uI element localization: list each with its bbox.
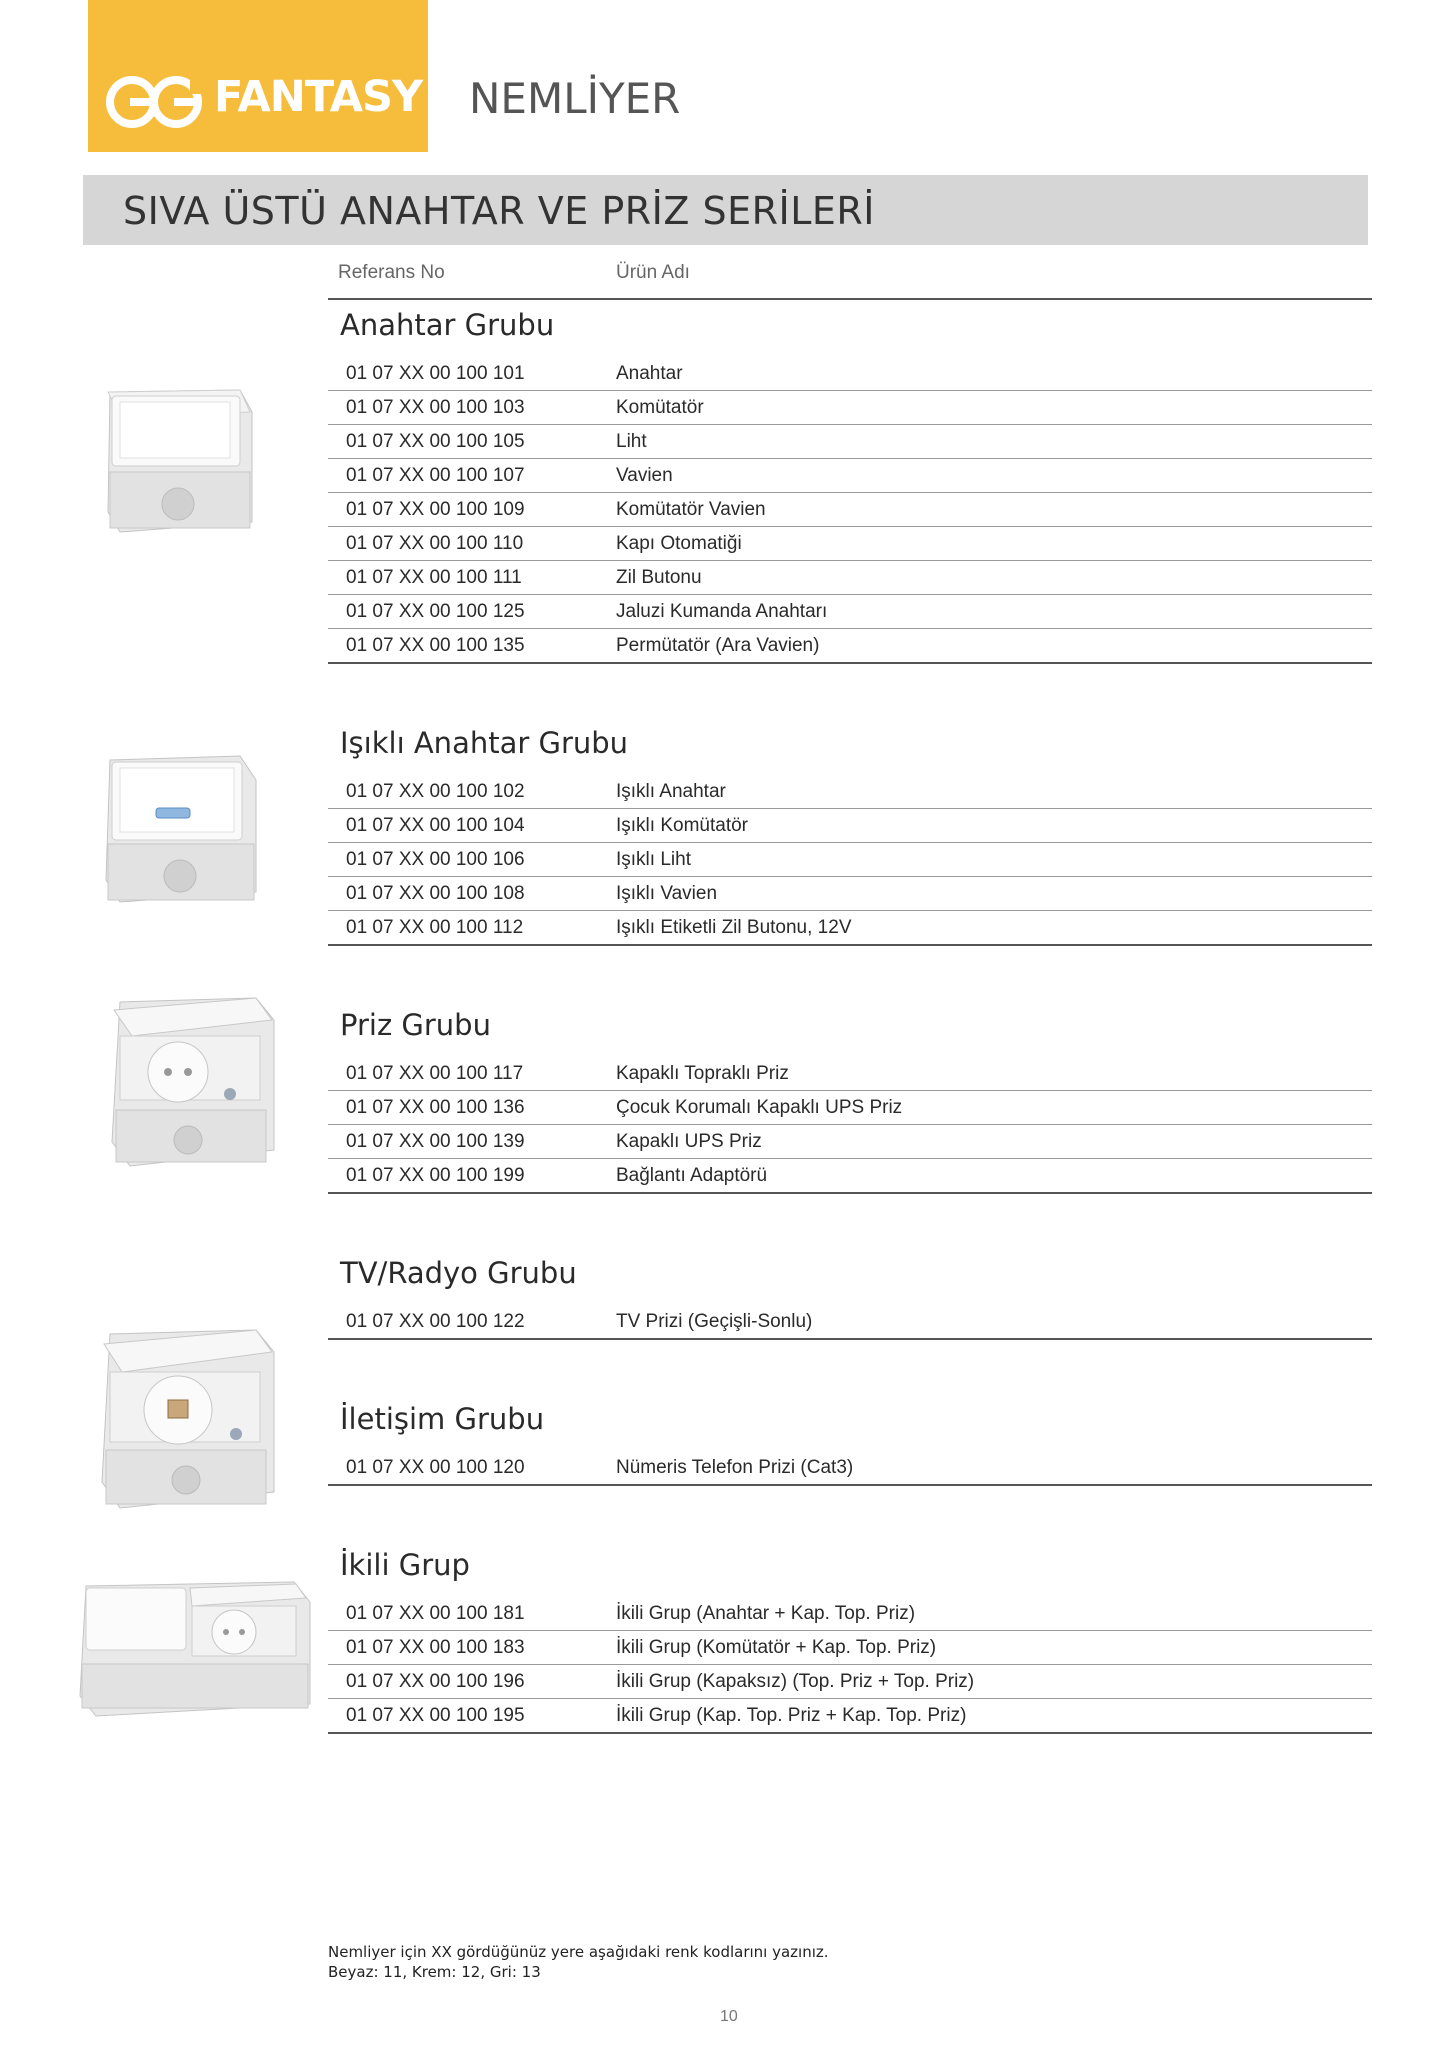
note-line-2: Beyaz: 11, Krem: 12, Gri: 13 [328,1963,541,1981]
product-name: Kapaklı Topraklı Priz [616,1063,789,1084]
ref-number: 01 07 XX 00 100 103 [346,397,525,418]
table-row [328,1124,1372,1159]
product-name: Permütatör (Ara Vavien) [616,635,820,656]
ref-number: 01 07 XX 00 100 196 [346,1671,525,1692]
ref-number: 01 07 XX 00 100 120 [346,1457,525,1478]
page-number: 10 [720,2008,738,2025]
product-name: Işıklı Anahtar [616,781,726,802]
ref-number: 01 07 XX 00 100 199 [346,1165,525,1186]
product-name: Zil Butonu [616,567,702,588]
ref-number: 01 07 XX 00 100 136 [346,1097,525,1118]
table-row [328,526,1372,561]
product-name: Kapaklı UPS Priz [616,1131,762,1152]
table-row [328,560,1372,595]
header-rule [328,298,1372,300]
table-row [328,876,1372,911]
group-title-iletisim: İletişim Grubu [340,1402,545,1436]
product-name: Işıklı Etiketli Zil Butonu, 12V [616,917,852,938]
product-name: İkili Grup (Kapaksız) (Top. Priz + Top. Priz) [616,1671,975,1692]
ref-number: 01 07 XX 00 100 101 [346,363,525,384]
product-name: İkili Grup (Komütatör + Kap. Top. Priz) [616,1637,937,1658]
table-row [328,1664,1372,1699]
section-banner [83,175,1368,245]
product-name: Komütatör Vavien [616,499,766,520]
product-name: Çocuk Korumalı Kapaklı UPS Priz [616,1097,903,1118]
gg-logo-icon [104,74,212,130]
group-title-ikili: İkili Grup [340,1548,470,1582]
ref-number: 01 07 XX 00 100 108 [346,883,525,904]
table-row [328,458,1372,493]
table-row [328,1090,1372,1125]
column-header-ref: Referans No [338,262,445,283]
ref-number: 01 07 XX 00 100 102 [346,781,525,802]
brand-name: FANTASY [214,72,423,122]
product-name: Işıklı Vavien [616,883,718,904]
table-row [328,808,1372,843]
ref-number: 01 07 XX 00 100 181 [346,1603,525,1624]
table-row [328,492,1372,527]
product-name: İkili Grup (Anahtar + Kap. Top. Priz) [616,1603,916,1624]
group-title-anahtar: Anahtar Grubu [340,308,555,342]
ref-number: 01 07 XX 00 100 125 [346,601,525,622]
ref-number: 01 07 XX 00 100 105 [346,431,525,452]
table-row [328,1450,1372,1486]
color-code-note [328,1942,829,1982]
ref-number: 01 07 XX 00 100 195 [346,1705,525,1726]
product-name: Kapı Otomatiği [616,533,742,554]
product-name: TV Prizi (Geçişli-Sonlu) [616,1311,813,1332]
product-name: İkili Grup (Kap. Top. Priz + Kap. Top. Priz) [616,1705,967,1726]
ref-number: 01 07 XX 00 100 122 [346,1311,525,1332]
table-row [328,1056,1372,1091]
double-combo-product-icon [74,1572,314,1722]
table-row [328,1698,1372,1734]
table-row [328,594,1372,629]
table-row [328,356,1372,391]
ref-number: 01 07 XX 00 100 139 [346,1131,525,1152]
product-name: Anahtar [616,363,683,384]
product-name: Işıklı Komütatör [616,815,748,836]
group-title-tv-radyo: TV/Radyo Grubu [340,1256,577,1290]
illuminated-switch-product-icon [100,740,265,915]
table-row [328,390,1372,425]
ref-number: 01 07 XX 00 100 183 [346,1637,525,1658]
note-line-1: Nemliyer için XX gördüğünüz yere aşağıdaki renk kodlarını yazınız. [328,1943,829,1961]
product-name: Komütatör [616,397,704,418]
group-title-isikli-anahtar: Işıklı Anahtar Grubu [340,726,629,760]
ref-number: 01 07 XX 00 100 112 [346,917,524,938]
ref-number: 01 07 XX 00 100 111 [346,567,522,588]
banner-title: SIVA ÜSTÜ ANAHTAR VE PRİZ SERİLERİ [123,189,875,233]
product-name: Nümeris Telefon Prizi (Cat3) [616,1457,854,1478]
ref-number: 01 07 XX 00 100 109 [346,499,525,520]
product-name: Vavien [616,465,673,486]
product-name: Bağlantı Adaptörü [616,1165,768,1186]
socket-product-icon [106,990,281,1180]
table-row [328,774,1372,809]
ref-number: 01 07 XX 00 100 107 [346,465,525,486]
ref-number: 01 07 XX 00 100 104 [346,815,525,836]
switch-product-icon [100,372,260,542]
table-row [328,910,1372,946]
table-row [328,842,1372,877]
ref-number: 01 07 XX 00 100 110 [346,533,524,554]
table-row [328,628,1372,664]
table-row [328,1158,1372,1194]
ref-number: 01 07 XX 00 100 106 [346,849,525,870]
ref-number: 01 07 XX 00 100 135 [346,635,525,656]
product-name: Jaluzi Kumanda Anahtarı [616,601,828,622]
data-socket-product-icon [96,1322,281,1522]
table-row [328,424,1372,459]
ref-number: 01 07 XX 00 100 117 [346,1063,524,1084]
table-row [328,1304,1372,1340]
column-header-name: Ürün Adı [616,262,690,283]
group-title-priz: Priz Grubu [340,1008,491,1042]
product-name: Liht [616,431,647,452]
table-row [328,1630,1372,1665]
page-section-title: NEMLİYER [469,74,681,123]
brand-logo [88,0,428,152]
product-name: Işıklı Liht [616,849,691,870]
table-row [328,1596,1372,1631]
